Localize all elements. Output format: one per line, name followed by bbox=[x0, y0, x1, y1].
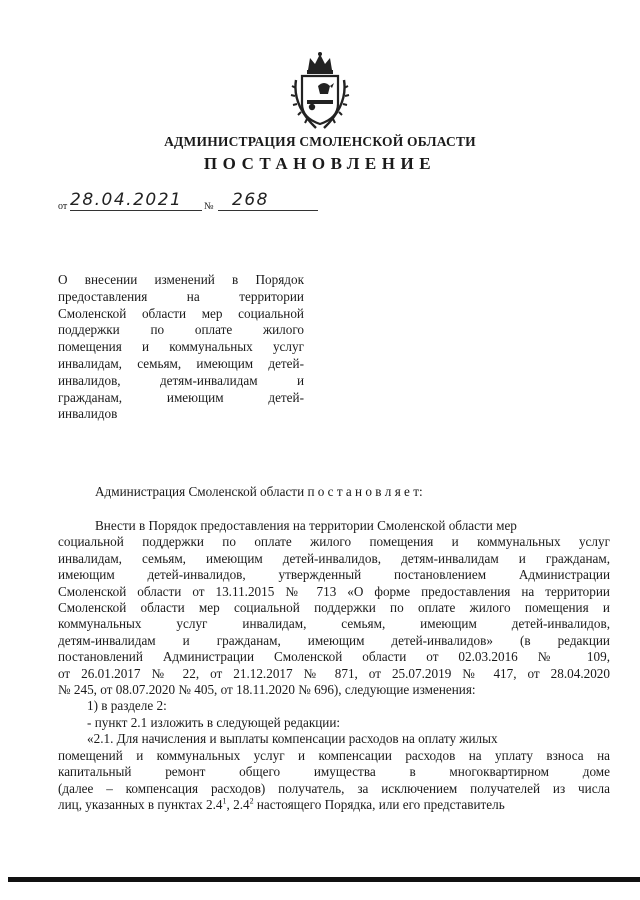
date-underline bbox=[70, 210, 202, 211]
handwritten-number: 268 bbox=[232, 190, 269, 210]
body-line: от 26.01.2017 № 22, от 21.12.2017 № 871, от 25.07.2019 № 417, от 28.04.2020 bbox=[58, 665, 610, 681]
superscript: 1 bbox=[222, 796, 227, 806]
number-underline bbox=[218, 210, 318, 211]
document-type-title: ПОСТАНОВЛЕНИЕ bbox=[203, 154, 437, 173]
body-text: , 2.4 bbox=[226, 796, 250, 812]
body-line: «2.1. Для начисления и выплаты компенсации расходов на оплату жилых bbox=[87, 731, 498, 747]
decree-line bbox=[95, 484, 423, 500]
body-line: постановлений Администрации Смоленской области от 02.03.2016 № 109, bbox=[58, 649, 610, 665]
subject-line: инвалидов bbox=[58, 406, 118, 422]
subject-line: гражданам, имеющим детей- bbox=[58, 389, 304, 405]
page-bottom-rule bbox=[8, 877, 640, 882]
subject-line: О внесении изменений в Порядок bbox=[58, 272, 304, 287]
body-line: 1) в разделе 2: bbox=[87, 698, 167, 714]
subject-line: поддержки по оплате жилого bbox=[58, 322, 304, 338]
subject-line: инвалидов, детям-инвалидам и bbox=[58, 372, 304, 388]
body-line: инвалидам, семьям, имеющим детей-инвалидов, детям-инвалидам и гражданам, bbox=[58, 550, 610, 566]
body-line: имеющим детей-инвалидов, утвержденный постановлением Администрации bbox=[58, 567, 610, 583]
body-text: лиц, указанных в пунктах 2.4 bbox=[58, 796, 223, 812]
handwritten-date: 28.04.2021 bbox=[70, 190, 183, 210]
coat-of-arms-emblem bbox=[290, 50, 350, 130]
decree-spaced-word: п о с т а н о в л я е т: bbox=[307, 484, 423, 499]
body-line: - пункт 2.1 изложить в следующей редакции: bbox=[87, 714, 341, 730]
body-line: социальной поддержки по оплате жилого помещения и коммунальных услуг bbox=[58, 534, 610, 550]
body-line: Смоленской области от 13.11.2015 № 713 «О форме предоставления на территории bbox=[58, 583, 610, 599]
subject-line: помещения и коммунальных услуг bbox=[58, 339, 304, 355]
number-sign: № bbox=[204, 201, 214, 212]
document-subject bbox=[58, 272, 304, 423]
superscript: 2 bbox=[249, 796, 254, 806]
body-line: капитальный ремонт общего имущества в многоквартирном доме bbox=[58, 764, 610, 780]
document-body bbox=[58, 518, 610, 813]
decree-prefix: Администрация Смоленской области bbox=[95, 484, 308, 499]
body-line: коммунальных услуг инвалидам, семьям, имеющим детей-инвалидов, bbox=[58, 616, 610, 632]
subject-line: Смоленской области мер социальной bbox=[58, 305, 304, 321]
body-line: Внести в Порядок предоставления на территории Смоленской области мер bbox=[95, 518, 517, 533]
body-line-with-superscripts bbox=[58, 797, 610, 813]
body-text: настоящего Порядка, или его представитель bbox=[253, 796, 505, 812]
subject-line: предоставления на территории bbox=[58, 288, 304, 304]
body-line: (далее – компенсация расходов) получатель, за исключением получателей из числа bbox=[58, 780, 610, 796]
body-line: № 245, от 08.07.2020 № 405, от 18.11.2020 № 696), следующие изменения: bbox=[58, 682, 476, 698]
organization-title: АДМИНИСТРАЦИЯ СМОЛЕНСКОЙ ОБЛАСТИ bbox=[164, 134, 476, 149]
body-line: помещений и коммунальных услуг и компенсации расходов на уплату взноса на bbox=[58, 747, 610, 763]
date-number-line bbox=[58, 190, 328, 214]
date-prefix: от bbox=[58, 201, 68, 212]
body-line: детям-инвалидам и гражданам, имеющим детей-инвалидов» (в редакции bbox=[58, 632, 610, 648]
body-line: Смоленской области мер социальной поддержки по оплате жилого помещения и bbox=[58, 600, 610, 616]
subject-line: инвалидам, семьям, имеющим детей- bbox=[58, 355, 304, 371]
